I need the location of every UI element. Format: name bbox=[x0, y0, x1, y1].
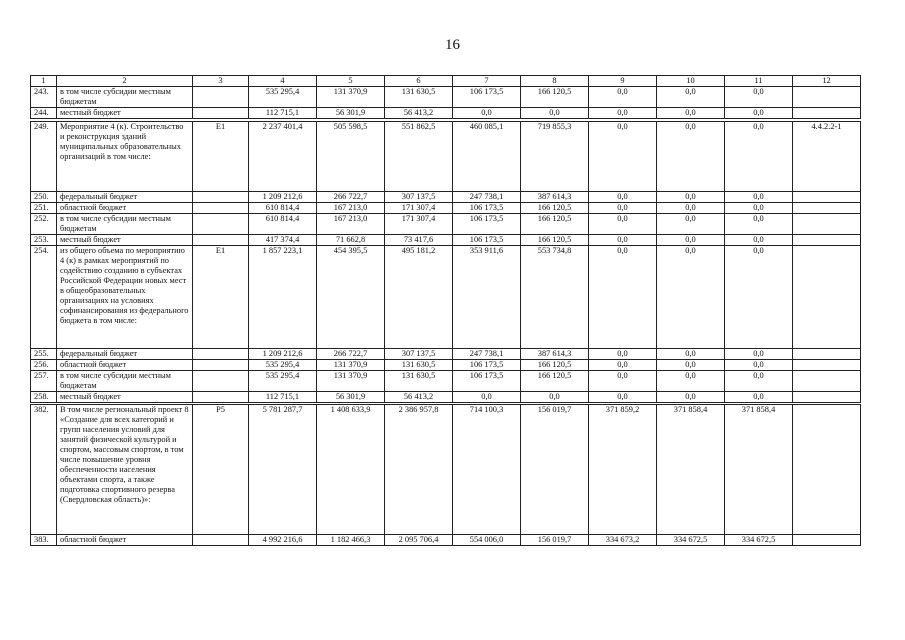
cell-year-1: 131 370,9 bbox=[317, 371, 385, 392]
row-name: из общего объема по мероприятию 4 (к) в рамках мероприятий по содействию созданию в субъектах Российской Федерации новых мест в общеобразовательных организациях на условиях софинансирования из федерального бюджета в том числе: bbox=[57, 246, 193, 349]
column-header: 4 bbox=[249, 76, 317, 87]
cell-year-5: 0,0 bbox=[589, 108, 657, 119]
row-code bbox=[193, 87, 249, 108]
row-name: местный бюджет bbox=[57, 108, 193, 119]
cell-total: 417 374,4 bbox=[249, 235, 317, 246]
row-name: областной бюджет bbox=[57, 360, 193, 371]
cell-year-5: 371 859,2 bbox=[589, 405, 657, 535]
cell-year-4: 166 120,5 bbox=[521, 214, 589, 235]
cell-year-7: 0,0 bbox=[725, 214, 793, 235]
cell-year-1: 266 722,7 bbox=[317, 192, 385, 203]
cell-total: 1 857 223,1 bbox=[249, 246, 317, 349]
cell-year-6: 0,0 bbox=[657, 246, 725, 349]
cell-year-6: 0,0 bbox=[657, 214, 725, 235]
row-name: в том числе субсидии местным бюджетам bbox=[57, 87, 193, 108]
cell-total: 112 715,1 bbox=[249, 108, 317, 119]
cell-year-3: 247 738,1 bbox=[453, 349, 521, 360]
cell-target-code bbox=[793, 214, 861, 235]
cell-year-1: 505 598,5 bbox=[317, 122, 385, 192]
cell-year-7: 0,0 bbox=[725, 108, 793, 119]
cell-year-2: 56 413,2 bbox=[385, 108, 453, 119]
column-header: 11 bbox=[725, 76, 793, 87]
row-code bbox=[193, 214, 249, 235]
cell-year-5: 0,0 bbox=[589, 360, 657, 371]
cell-target-code bbox=[793, 235, 861, 246]
row-code bbox=[193, 535, 249, 546]
table-row bbox=[31, 535, 861, 546]
cell-year-2: 171 307,4 bbox=[385, 203, 453, 214]
cell-year-2: 73 417,6 bbox=[385, 235, 453, 246]
row-number: 249. bbox=[31, 122, 57, 192]
row-code bbox=[193, 371, 249, 392]
cell-year-3: 247 738,1 bbox=[453, 192, 521, 203]
row-number: 252. bbox=[31, 214, 57, 235]
cell-total: 1 209 212,6 bbox=[249, 349, 317, 360]
cell-year-3: 714 100,3 bbox=[453, 405, 521, 535]
cell-target-code bbox=[793, 405, 861, 535]
cell-year-1: 71 662,8 bbox=[317, 235, 385, 246]
cell-year-6: 0,0 bbox=[657, 192, 725, 203]
cell-year-2: 131 630,5 bbox=[385, 87, 453, 108]
cell-year-2: 2 386 957,8 bbox=[385, 405, 453, 535]
table-row bbox=[31, 246, 861, 349]
cell-year-3: 106 173,5 bbox=[453, 87, 521, 108]
cell-total: 610 814,4 bbox=[249, 203, 317, 214]
table-row bbox=[31, 405, 861, 535]
cell-year-1: 131 370,9 bbox=[317, 87, 385, 108]
cell-year-2: 307 137,5 bbox=[385, 349, 453, 360]
row-code bbox=[193, 108, 249, 119]
cell-year-4: 156 019,7 bbox=[521, 405, 589, 535]
cell-total: 2 237 401,4 bbox=[249, 122, 317, 192]
cell-year-7: 0,0 bbox=[725, 392, 793, 403]
row-name: в том числе субсидии местным бюджетам bbox=[57, 214, 193, 235]
cell-year-2: 56 413,2 bbox=[385, 392, 453, 403]
cell-year-1: 167 213,0 bbox=[317, 203, 385, 214]
table-row bbox=[31, 122, 861, 192]
table-row bbox=[31, 203, 861, 214]
cell-year-2: 551 862,5 bbox=[385, 122, 453, 192]
row-number: 256. bbox=[31, 360, 57, 371]
cell-year-2: 171 307,4 bbox=[385, 214, 453, 235]
cell-total: 535 295,4 bbox=[249, 360, 317, 371]
column-header: 1 bbox=[31, 76, 57, 87]
row-name: В том числе региональный проект 8 «Создание для всех категорий и групп населения условий для занятий физической культурой и спортом, массовым спортом, в том числе повышение уровня обеспеченности населения объектами спорта, а также подготовка спортивного резерва (Свердловская область)»: bbox=[57, 405, 193, 535]
cell-year-6: 371 858,4 bbox=[657, 405, 725, 535]
cell-year-5: 0,0 bbox=[589, 349, 657, 360]
cell-year-7: 0,0 bbox=[725, 192, 793, 203]
cell-year-6: 334 672,5 bbox=[657, 535, 725, 546]
cell-year-3: 554 006,0 bbox=[453, 535, 521, 546]
table-row bbox=[31, 192, 861, 203]
row-name: местный бюджет bbox=[57, 392, 193, 403]
cell-year-5: 0,0 bbox=[589, 203, 657, 214]
row-number: 244. bbox=[31, 108, 57, 119]
cell-year-7: 371 858,4 bbox=[725, 405, 793, 535]
cell-total: 4 992 216,6 bbox=[249, 535, 317, 546]
column-header: 10 bbox=[657, 76, 725, 87]
cell-year-5: 0,0 bbox=[589, 214, 657, 235]
cell-year-7: 0,0 bbox=[725, 122, 793, 192]
row-name: в том числе субсидии местным бюджетам bbox=[57, 371, 193, 392]
row-name: федеральный бюджет bbox=[57, 349, 193, 360]
cell-target-code bbox=[793, 192, 861, 203]
cell-target-code bbox=[793, 108, 861, 119]
cell-year-3: 106 173,5 bbox=[453, 235, 521, 246]
column-header: 7 bbox=[453, 76, 521, 87]
row-code: P5 bbox=[193, 405, 249, 535]
cell-year-4: 166 120,5 bbox=[521, 203, 589, 214]
cell-year-4: 156 019,7 bbox=[521, 535, 589, 546]
cell-year-4: 0,0 bbox=[521, 108, 589, 119]
cell-year-1: 167 213,0 bbox=[317, 214, 385, 235]
cell-year-1: 56 301,9 bbox=[317, 108, 385, 119]
cell-year-7: 0,0 bbox=[725, 246, 793, 349]
budget-table bbox=[30, 75, 861, 546]
cell-year-6: 0,0 bbox=[657, 349, 725, 360]
row-name: местный бюджет bbox=[57, 235, 193, 246]
cell-year-5: 0,0 bbox=[589, 122, 657, 192]
table-row bbox=[31, 360, 861, 371]
cell-year-6: 0,0 bbox=[657, 122, 725, 192]
page-number: 16 bbox=[445, 37, 460, 53]
cell-year-7: 0,0 bbox=[725, 360, 793, 371]
cell-year-3: 0,0 bbox=[453, 108, 521, 119]
cell-target-code bbox=[793, 87, 861, 108]
cell-year-7: 0,0 bbox=[725, 203, 793, 214]
cell-year-7: 0,0 bbox=[725, 87, 793, 108]
cell-target-code bbox=[793, 246, 861, 349]
cell-year-1: 1 182 466,3 bbox=[317, 535, 385, 546]
cell-year-4: 166 120,5 bbox=[521, 360, 589, 371]
cell-year-5: 0,0 bbox=[589, 235, 657, 246]
row-code: E1 bbox=[193, 122, 249, 192]
column-header: 8 bbox=[521, 76, 589, 87]
row-number: 253. bbox=[31, 235, 57, 246]
cell-year-6: 0,0 bbox=[657, 235, 725, 246]
cell-year-1: 131 370,9 bbox=[317, 360, 385, 371]
cell-total: 535 295,4 bbox=[249, 87, 317, 108]
cell-year-6: 0,0 bbox=[657, 392, 725, 403]
row-number: 258. bbox=[31, 392, 57, 403]
cell-year-2: 131 630,5 bbox=[385, 360, 453, 371]
cell-year-4: 166 120,5 bbox=[521, 87, 589, 108]
cell-year-2: 2 095 706,4 bbox=[385, 535, 453, 546]
column-header: 3 bbox=[193, 76, 249, 87]
cell-target-code: 4.4.2.2-1 bbox=[793, 122, 861, 192]
cell-year-3: 106 173,5 bbox=[453, 214, 521, 235]
cell-total: 1 209 212,6 bbox=[249, 192, 317, 203]
cell-year-4: 387 614,3 bbox=[521, 349, 589, 360]
cell-year-7: 0,0 bbox=[725, 349, 793, 360]
cell-year-2: 495 181,2 bbox=[385, 246, 453, 349]
table-row bbox=[31, 371, 861, 392]
cell-year-5: 0,0 bbox=[589, 392, 657, 403]
cell-year-4: 387 614,3 bbox=[521, 192, 589, 203]
table-row bbox=[31, 349, 861, 360]
cell-year-3: 106 173,5 bbox=[453, 371, 521, 392]
cell-target-code bbox=[793, 349, 861, 360]
row-name: областной бюджет bbox=[57, 203, 193, 214]
cell-total: 610 814,4 bbox=[249, 214, 317, 235]
cell-year-4: 719 855,3 bbox=[521, 122, 589, 192]
table-body bbox=[31, 76, 861, 546]
column-header: 2 bbox=[57, 76, 193, 87]
cell-year-6: 0,0 bbox=[657, 203, 725, 214]
cell-year-3: 460 085,1 bbox=[453, 122, 521, 192]
cell-year-4: 166 120,5 bbox=[521, 235, 589, 246]
cell-year-5: 334 673,2 bbox=[589, 535, 657, 546]
row-name: областной бюджет bbox=[57, 535, 193, 546]
column-header: 5 bbox=[317, 76, 385, 87]
cell-year-2: 307 137,5 bbox=[385, 192, 453, 203]
cell-target-code bbox=[793, 203, 861, 214]
cell-year-1: 1 408 633,9 bbox=[317, 405, 385, 535]
row-code bbox=[193, 349, 249, 360]
column-header: 9 bbox=[589, 76, 657, 87]
row-number: 382. bbox=[31, 405, 57, 535]
row-code bbox=[193, 235, 249, 246]
row-code bbox=[193, 392, 249, 403]
cell-target-code bbox=[793, 392, 861, 403]
row-code bbox=[193, 192, 249, 203]
table-row bbox=[31, 87, 861, 108]
cell-year-3: 106 173,5 bbox=[453, 203, 521, 214]
cell-year-3: 106 173,5 bbox=[453, 360, 521, 371]
table-row bbox=[31, 235, 861, 246]
cell-year-5: 0,0 bbox=[589, 192, 657, 203]
cell-year-6: 0,0 bbox=[657, 371, 725, 392]
table-row bbox=[31, 108, 861, 119]
row-number: 255. bbox=[31, 349, 57, 360]
cell-year-7: 0,0 bbox=[725, 235, 793, 246]
cell-year-1: 454 395,5 bbox=[317, 246, 385, 349]
row-number: 250. bbox=[31, 192, 57, 203]
cell-target-code bbox=[793, 360, 861, 371]
cell-year-2: 131 630,5 bbox=[385, 371, 453, 392]
row-number: 383. bbox=[31, 535, 57, 546]
cell-year-5: 0,0 bbox=[589, 87, 657, 108]
column-header: 6 bbox=[385, 76, 453, 87]
cell-year-3: 353 911,6 bbox=[453, 246, 521, 349]
row-name: Мероприятие 4 (к). Строительство и реконструкция зданий муниципальных образовательных организаций в том числе: bbox=[57, 122, 193, 192]
row-name: федеральный бюджет bbox=[57, 192, 193, 203]
cell-year-6: 0,0 bbox=[657, 87, 725, 108]
row-number: 254. bbox=[31, 246, 57, 349]
cell-total: 535 295,4 bbox=[249, 371, 317, 392]
row-number: 251. bbox=[31, 203, 57, 214]
cell-year-5: 0,0 bbox=[589, 371, 657, 392]
column-header: 12 bbox=[793, 76, 861, 87]
row-number: 243. bbox=[31, 87, 57, 108]
cell-total: 112 715,1 bbox=[249, 392, 317, 403]
row-code bbox=[193, 203, 249, 214]
cell-year-7: 334 672,5 bbox=[725, 535, 793, 546]
cell-year-1: 266 722,7 bbox=[317, 349, 385, 360]
cell-year-4: 166 120,5 bbox=[521, 371, 589, 392]
cell-target-code bbox=[793, 371, 861, 392]
cell-year-3: 0,0 bbox=[453, 392, 521, 403]
cell-total: 5 781 287,7 bbox=[249, 405, 317, 535]
row-code bbox=[193, 360, 249, 371]
cell-year-7: 0,0 bbox=[725, 371, 793, 392]
cell-target-code bbox=[793, 535, 861, 546]
table-row bbox=[31, 214, 861, 235]
cell-year-4: 0,0 bbox=[521, 392, 589, 403]
table-row bbox=[31, 392, 861, 403]
cell-year-1: 56 301,9 bbox=[317, 392, 385, 403]
table-header-row bbox=[31, 76, 861, 87]
cell-year-6: 0,0 bbox=[657, 360, 725, 371]
cell-year-4: 553 734,8 bbox=[521, 246, 589, 349]
row-code: E1 bbox=[193, 246, 249, 349]
cell-year-5: 0,0 bbox=[589, 246, 657, 349]
cell-year-6: 0,0 bbox=[657, 108, 725, 119]
row-number: 257. bbox=[31, 371, 57, 392]
